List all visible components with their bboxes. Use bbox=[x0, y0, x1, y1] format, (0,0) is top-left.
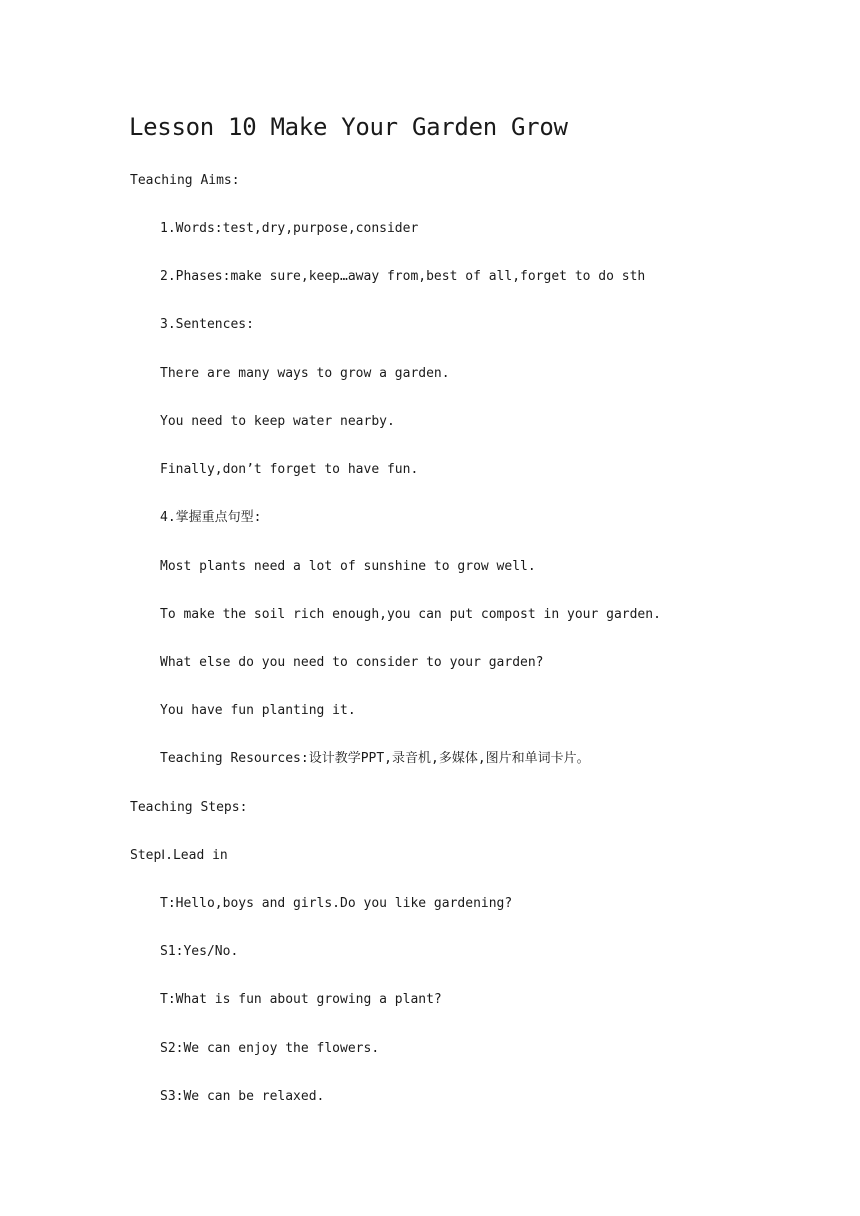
document-title: Lesson 10 Make Your Garden Grow bbox=[129, 113, 568, 141]
pattern-line: Most plants need a lot of sunshine to grow well. bbox=[160, 559, 536, 574]
sentence-line: Finally,don’t forget to have fun. bbox=[160, 462, 419, 477]
key-patterns-heading: 4.掌握重点句型: bbox=[160, 510, 262, 525]
aim-phrases: 2.Phases:make sure,keep…away from,best of all,forget to do sth bbox=[160, 269, 646, 284]
dialogue-line: S2:We can enjoy the flowers. bbox=[160, 1041, 380, 1056]
pattern-line: What else do you need to consider to your garden? bbox=[160, 655, 544, 670]
aim-sentences-heading: 3.Sentences: bbox=[160, 317, 254, 332]
dialogue-line: T:What is fun about growing a plant? bbox=[160, 992, 442, 1007]
dialogue-line: S3:We can be relaxed. bbox=[160, 1089, 325, 1104]
teaching-aims-heading: Teaching Aims: bbox=[130, 173, 240, 188]
sentence-line: You need to keep water nearby. bbox=[160, 414, 395, 429]
dialogue-line: S1:Yes/No. bbox=[160, 944, 239, 959]
aim-words: 1.Words:test,dry,purpose,consider bbox=[160, 221, 419, 236]
sentence-line: There are many ways to grow a garden. bbox=[160, 366, 450, 381]
pattern-line: To make the soil rich enough,you can put compost in your garden. bbox=[160, 607, 661, 622]
teaching-steps-heading: Teaching Steps: bbox=[130, 800, 248, 815]
pattern-line: You have fun planting it. bbox=[160, 703, 356, 718]
teaching-resources: Teaching Resources:设计教学PPT,录音机,多媒体,图片和单词卡片。 bbox=[160, 751, 590, 766]
dialogue-line: T:Hello,boys and girls.Do you like gardening? bbox=[160, 896, 513, 911]
step-heading: StepⅠ.Lead in bbox=[130, 848, 228, 863]
